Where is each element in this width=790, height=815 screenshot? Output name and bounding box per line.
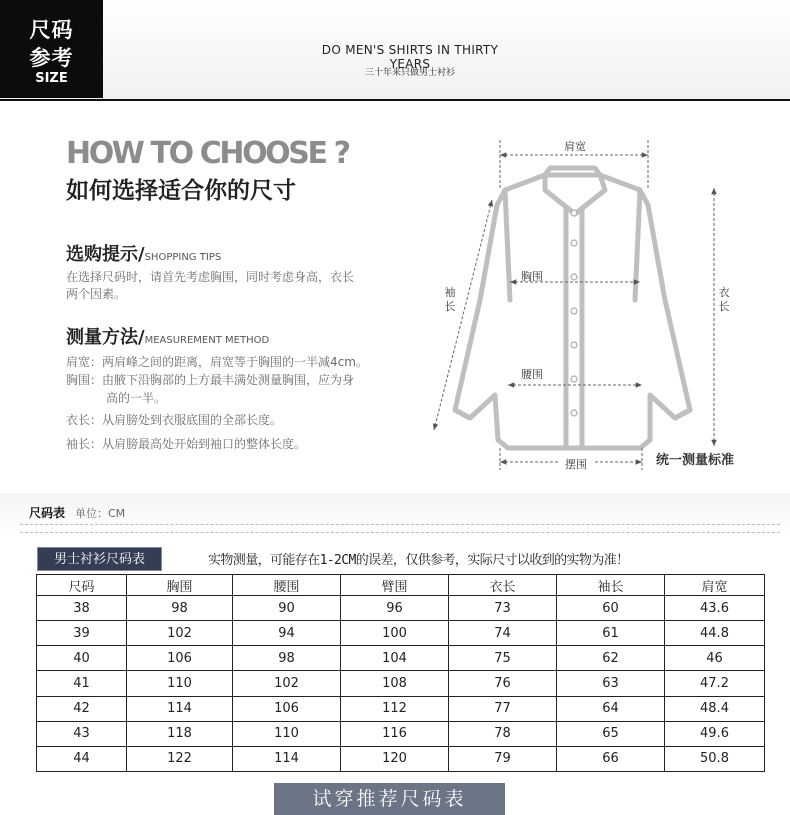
table-row	[37, 721, 765, 746]
measurement-lines	[434, 140, 714, 470]
table-cell: 114	[233, 746, 341, 771]
badge-line-3: SIZE	[35, 71, 68, 86]
slogan-chinese: 三十年来只做男士衬衫	[364, 68, 455, 78]
col-header-size: 尺码	[37, 575, 127, 596]
badge-line-2: 参考	[29, 46, 74, 70]
table-cell: 61	[557, 621, 665, 646]
measurement-heading-cn: 测量方法/	[66, 327, 145, 348]
table-cell: 63	[557, 671, 665, 696]
badge-line-1: 尺码	[29, 18, 74, 42]
length-label-2: 长	[718, 300, 730, 313]
measure-item-sleeve: 袖长：从肩膀最高处开始到袖口的整体长度。	[66, 437, 307, 451]
table-cell: 64	[557, 696, 665, 721]
table-cell: 41	[37, 671, 127, 696]
table-cell: 39	[37, 621, 127, 646]
dashed-divider	[20, 532, 780, 533]
table-cell: 96	[341, 596, 449, 621]
table-cell: 43.6	[665, 596, 765, 621]
table-cell: 62	[557, 646, 665, 671]
table-cell: 108	[341, 671, 449, 696]
table-cell: 102	[233, 671, 341, 696]
size-table-header-row	[37, 575, 765, 596]
table-cell: 90	[233, 596, 341, 621]
table-cell: 50.8	[665, 746, 765, 771]
size-reference-badge	[0, 0, 103, 98]
hem-label: 摆围	[565, 458, 587, 471]
measurement-heading-en: MEASUREMENT METHOD	[144, 335, 270, 346]
table-cell: 100	[341, 621, 449, 646]
table-cell: 38	[37, 596, 127, 621]
table-cell: 110	[233, 721, 341, 746]
waist-label: 腰围	[521, 368, 543, 381]
table-cell: 43	[37, 721, 127, 746]
col-header-shoulder: 肩宽	[665, 575, 765, 596]
slogan-english: DO MEN'S SHIRTS IN THIRTY YEARS	[321, 43, 499, 71]
table-cell: 73	[449, 596, 557, 621]
table-cell: 106	[127, 646, 233, 671]
table-cell: 110	[127, 671, 233, 696]
measurement-method-heading	[66, 323, 269, 349]
table-cell: 47.2	[665, 671, 765, 696]
measure-item-chest: 胸围：由腋下沿胸部的上方最丰满处测量胸围，应为身	[66, 373, 355, 387]
how-to-choose-title: HOW TO CHOOSE ?	[66, 136, 349, 171]
table-cell: 66	[557, 746, 665, 771]
col-header-waist: 腰围	[233, 575, 341, 596]
table-cell: 104	[341, 646, 449, 671]
table-cell: 40	[37, 646, 127, 671]
unified-standard-label: 统一测量标准	[656, 453, 735, 468]
table-cell: 118	[127, 721, 233, 746]
table-row	[37, 671, 765, 696]
table-row	[37, 621, 765, 646]
table-cell: 120	[341, 746, 449, 771]
measurement-method-text	[66, 353, 368, 453]
table-cell: 44.8	[665, 621, 765, 646]
table-cell: 76	[449, 671, 557, 696]
shoulder-width-label: 肩宽	[564, 140, 586, 153]
length-label-1: 衣	[718, 286, 730, 299]
table-cell: 94	[233, 621, 341, 646]
size-table	[36, 574, 765, 772]
measure-item-shoulder: 肩宽：两肩峰之间的距离，肩宽等于胸围的一半减4cm。	[66, 355, 368, 369]
table-cell: 106	[233, 696, 341, 721]
shopping-tips-heading-cn: 选购提示/	[66, 244, 145, 265]
table-cell: 102	[127, 621, 233, 646]
table-cell: 79	[449, 746, 557, 771]
table-cell: 74	[449, 621, 557, 646]
table-cell: 42	[37, 696, 127, 721]
col-header-arm: 臂围	[341, 575, 449, 596]
table-cell: 122	[127, 746, 233, 771]
table-cell: 48.4	[665, 696, 765, 721]
table-cell: 98	[233, 646, 341, 671]
table-cell: 75	[449, 646, 557, 671]
table-row	[37, 646, 765, 671]
shopping-tips-text	[66, 269, 354, 303]
shirt-size-table-badge: 男士衬衫尺码表	[37, 547, 162, 571]
table-cell: 49.6	[665, 721, 765, 746]
shopping-tips-heading	[66, 240, 221, 266]
table-row	[37, 596, 765, 621]
measurement-note: 实物测量，可能存在1-2CM的误差，仅供参考，实际尺寸以收到的实物为准！	[208, 553, 629, 568]
table-cell: 98	[127, 596, 233, 621]
col-header-sleeve: 袖长	[557, 575, 665, 596]
size-table-label: 尺码表	[29, 506, 66, 520]
shopping-tips-line-2: 两个因素。	[66, 287, 127, 301]
sleeve-label-1: 袖	[444, 286, 456, 299]
header-divider	[0, 99, 790, 101]
col-header-length: 衣长	[449, 575, 557, 596]
size-table-unit: 单位：CM	[75, 507, 126, 520]
table-cell: 46	[665, 646, 765, 671]
table-cell: 65	[557, 721, 665, 746]
table-cell: 112	[341, 696, 449, 721]
shopping-tips-line-1: 在选择尺码时，请首先考虑胸围，同时考虑身高，衣长	[66, 270, 355, 284]
table-cell: 44	[37, 746, 127, 771]
table-row	[37, 696, 765, 721]
measure-item-chest-cont: 高的一半。	[106, 391, 167, 405]
table-cell: 114	[127, 696, 233, 721]
table-cell: 77	[449, 696, 557, 721]
chest-label: 胸围	[521, 270, 543, 283]
dashed-divider	[20, 524, 780, 525]
shopping-tips-heading-en: SHOPPING TIPS	[144, 252, 222, 263]
how-to-choose-subtitle: 如何选择适合你的尺寸	[66, 178, 296, 204]
try-on-recommended-size-button[interactable]: 试穿推荐尺码表	[274, 783, 505, 815]
table-cell: 60	[557, 596, 665, 621]
table-cell: 78	[449, 721, 557, 746]
shirt-measurement-diagram	[420, 125, 760, 480]
col-header-chest: 胸围	[127, 575, 233, 596]
table-row	[37, 746, 765, 771]
measure-item-length: 衣长：从肩膀处到衣服底围的全部长度。	[66, 413, 283, 427]
table-cell: 116	[341, 721, 449, 746]
sleeve-label-2: 长	[444, 300, 456, 313]
